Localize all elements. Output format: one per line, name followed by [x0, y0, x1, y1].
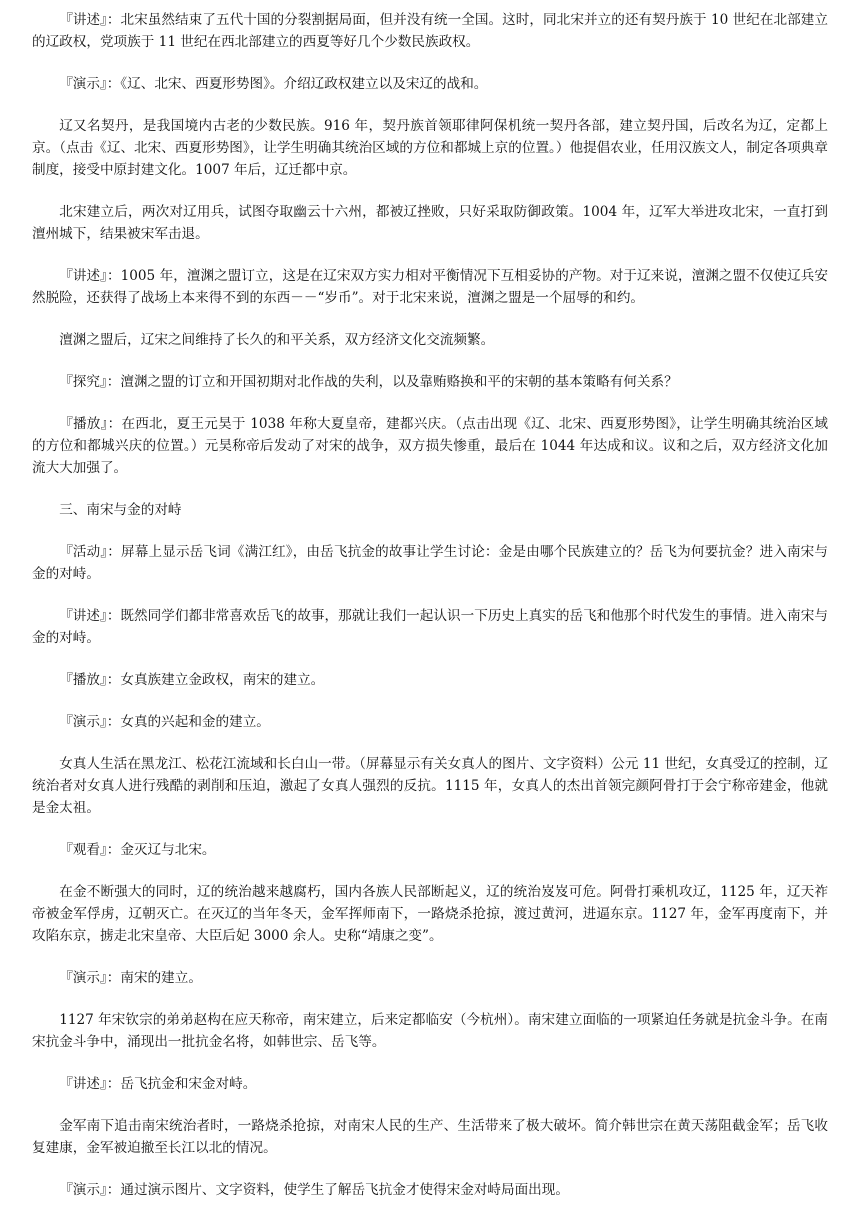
paragraph-inquiry: 『探究』：澶渊之盟的订立和开国初期对北作战的失利，以及靠贿赂换和平的宋朝的基本策略有何关系？ — [59, 374, 678, 390]
paragraph-song-vs-liao: 北宋建立后，两次对辽用兵，试图夺取幽云十六州，都被辽挫败，只好采取防御政策。1004 年，辽军大举进攻北宋，一直打到澶州城下，结果被宋军击退。 — [32, 204, 828, 242]
paragraph-chanyuan-treaty: 『讲述』：1005 年，澶渊之盟订立，这是在辽宋双方实力相对平衡情况下互相妥协的产物。对于辽来说，澶渊之盟不仅使辽兵安然脱险，还获得了战场上本来得不到的东西－－“岁币”。对于北宋来说，澶渊之盟是一个屈辱的和约。 — [32, 268, 828, 306]
paragraph-jurchen-people: 女真人生活在黑龙江、松花江流域和长白山一带。（屏幕显示有关女真人的图片、文字资料）公元 11 世纪，女真受辽的控制，辽统治者对女真人进行残酷的剥削和压迫，激起了女真人强烈的反抗。1115 年，女真人的杰出首领完颜阿骨打于会宁称帝建金，他就是金太祖。 — [32, 756, 828, 816]
paragraph-demo-conclusion: 『演示』：通过演示图片、文字资料，使学生了解岳飞抗金才使得宋金对峙局面出现。 — [59, 1182, 569, 1198]
paragraph-after-treaty: 澶渊之盟后，辽宋之间维持了长久的和平关系，双方经济文化交流频繁。 — [59, 332, 495, 348]
paragraph-jingkang-incident: 在金不断强大的同时，辽的统治越来越腐朽，国内各族人民部断起义，辽的统治岌岌可危。阿骨打乘机攻辽，1125 年，辽天祚帝被金军俘虏，辽朝灭亡。在灭辽的当年冬天，金军挥师南下，一路烧杀抢掠，渡过黄河，进逼东京。1127 年，金军再度南下，并攻陷东京，掳走北宋皇帝、大臣后妃 3000 余人。史称“靖康之变”。 — [32, 884, 828, 944]
paragraph-narration-yue-fei: 『讲述』：既然同学们都非常喜欢岳飞的故事，那就让我们一起认识一下历史上真实的岳飞和他那个时代发生的事情。进入南宋与金的对峙。 — [32, 608, 828, 646]
paragraph-demo-map: 『演示』：《辽、北宋、西夏形势图》。介绍辽政权建立以及宋辽的战和。 — [59, 76, 488, 92]
paragraph-western-xia: 『播放』：在西北，夏王元昊于 1038 年称大夏皇帝，建都兴庆。（点击出现《辽、北宋、西夏形势图》，让学生明确其统治区域的方位和都城兴庆的位置。）元昊称帝后发动了对宋的战争，双方损失惨重，最后在 1044 年达成和议。议和之后，双方经济文化加流大大加强了。 — [32, 416, 828, 476]
paragraph-play-jurchen: 『播放』：女真族建立金政权，南宋的建立。 — [59, 672, 325, 688]
paragraph-liao-khitan: 辽又名契丹，是我国境内古老的少数民族。916 年，契丹族首领耶律阿保机统一契丹各部，建立契丹国，后改名为辽，定都上京。（点击《辽、北宋、西夏形势图》，让学生明确其统治区域的方位和都城上京的位置。）他提倡农业，任用汉族文人，制定各项典章制度，接受中原封建文化。1007 年后，辽迁都中京。 — [32, 118, 828, 178]
paragraph-activity-yue-fei: 『活动』：屏幕上显示岳飞词《满江红》，由岳飞抗金的故事让学生讨论：金是由哪个民族建立的？岳飞为何要抗金？进入南宋与金的对峙。 — [32, 544, 828, 582]
paragraph-watch-jin-conquest: 『观看』：金灭辽与北宋。 — [59, 842, 216, 858]
paragraph-demo-jin-rise: 『演示』：女真的兴起和金的建立。 — [59, 714, 270, 730]
paragraph-jin-invasion: 金军南下追击南宋统治者时，一路烧杀抢掠，对南宋人民的生产、生活带来了极大破坏。简介韩世宗在黄天荡阻截金军；岳飞收复建康，金军被迫撤至长江以北的情况。 — [32, 1118, 828, 1156]
paragraph-narration-song-jin: 『讲述』：岳飞抗金和宋金对峙。 — [59, 1076, 257, 1092]
paragraph-demo-southern-song: 『演示』：南宋的建立。 — [59, 970, 202, 986]
paragraph-southern-song-founding: 1127 年宋钦宗的弟弟赵构在应天称帝，南宋建立，后来定都临安（今杭州）。南宋建立面临的一项紧迫任务就是抗金斗争。在南宋抗金斗争中，涌现出一批抗金名将，如韩世宗、岳飞等。 — [32, 1012, 828, 1050]
section-heading-southern-song-jin: 三、南宋与金的对峙 — [59, 502, 182, 518]
paragraph-narration-northern-song: 『讲述』：北宋虽然结束了五代十国的分裂割据局面，但并没有统一全国。这时，同北宋并立的还有契丹族于 10 世纪在北部建立的辽政权，党项族于 11 世纪在西北部建立的西夏等好几个少数民族政权。 — [32, 12, 828, 50]
